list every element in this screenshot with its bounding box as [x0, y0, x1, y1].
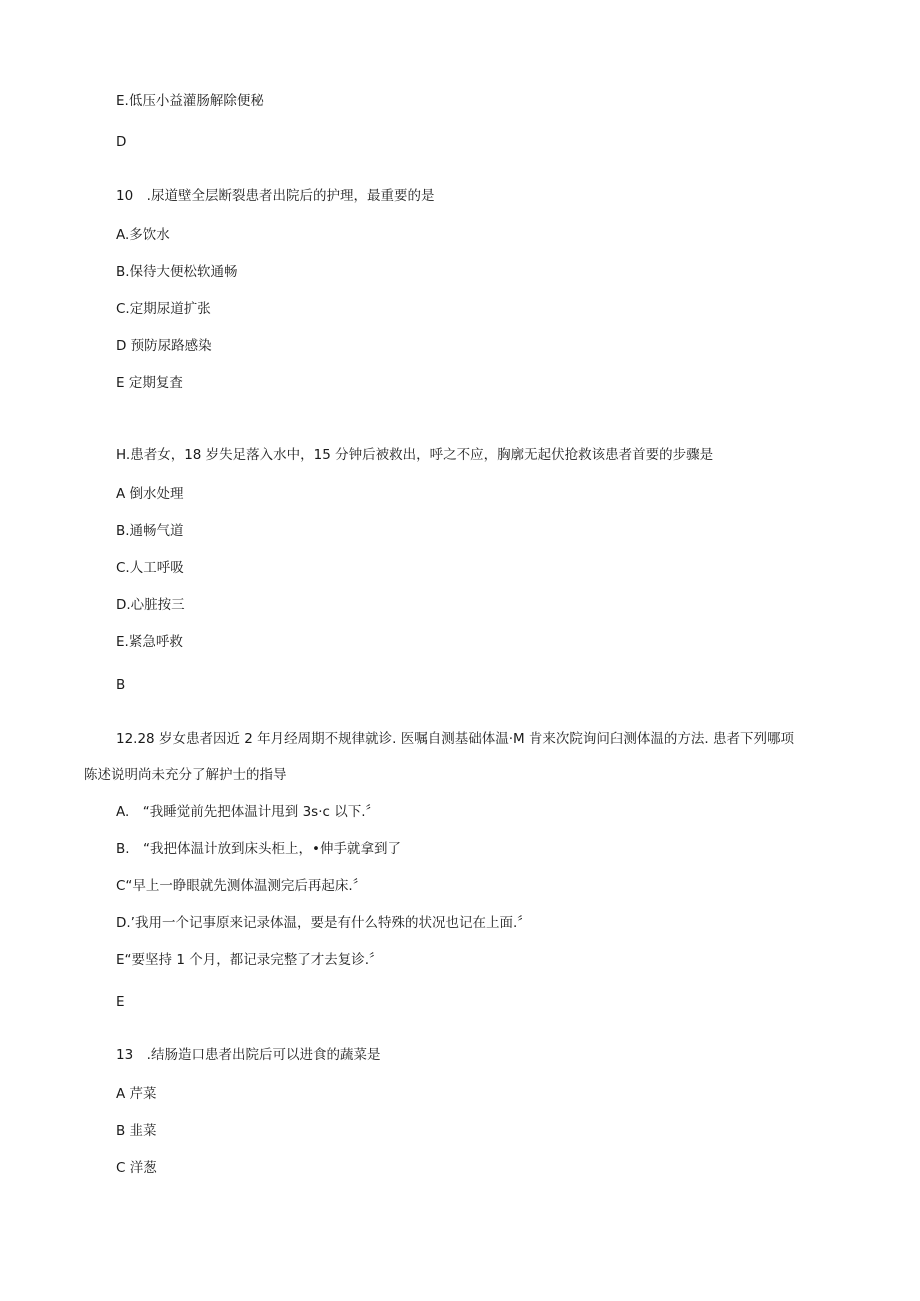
option-e-q9: E.低压小益灌肠解除便秘 [116, 93, 264, 109]
option-b-q12: B. “我把体温计放到床头柜上，•伸手就拿到了 [116, 841, 402, 857]
option-a-q11: A 倒水处理 [116, 486, 184, 502]
option-c-q13: C 洋葱 [116, 1160, 157, 1176]
option-d-q10: D 预防尿路感染 [116, 338, 212, 354]
option-c-q12: C“早上一睁眼就先测体温测完后再起床.〞 [116, 878, 367, 894]
option-e-q10: E 定期复査 [116, 375, 183, 391]
question-12: 12.28 岁女患者因近 2 年月经周期不规律就诊. 医嘱自测基础体温·M 肯来次院询问臼测体温的方法. 患者下列哪项 [116, 731, 795, 747]
option-e-q11: E.紧急呼救 [116, 634, 183, 650]
option-b-q10: B.保待大便松软通畅 [116, 264, 238, 280]
option-b-q11: B.通畅气道 [116, 523, 184, 539]
option-b-q13: B 韭菜 [116, 1123, 157, 1139]
option-e-q12: E“要坚持 1 个月，都记录完整了才去复诊.〞 [116, 952, 383, 968]
option-a-q12: A. “我睡觉前先把体温计甩到 3s·c 以下.〞 [116, 804, 379, 820]
answer-q11: B [116, 677, 126, 693]
option-a-q13: A 芹菜 [116, 1086, 157, 1102]
question-10: 10 .尿道壁全层断裂患者出院后的护理，最重要的是 [116, 188, 435, 204]
option-c-q10: C.定期尿道扩张 [116, 301, 211, 317]
question-12-continued: 陈述说明尚未充分了解护士的指导 [84, 767, 287, 783]
answer-q12: E [116, 994, 125, 1010]
answer-q9: D [116, 134, 127, 150]
question-11: H.患者女，18 岁失足落入水中，15 分钟后被救出，呼之不应，胸廓无起伏抢救该患者首要的步骤是 [116, 447, 714, 463]
option-d-q12: D.’我用一个记事原来记录体温，要是有什么特殊的状况也记在上面.〞 [116, 915, 531, 931]
question-13: 13 .结肠造口患者出院后可以进食的蔬菜是 [116, 1047, 381, 1063]
option-a-q10: A.多饮水 [116, 227, 170, 243]
option-c-q11: C.人工呼吸 [116, 560, 184, 576]
option-d-q11: D.心脏按三 [116, 597, 185, 613]
